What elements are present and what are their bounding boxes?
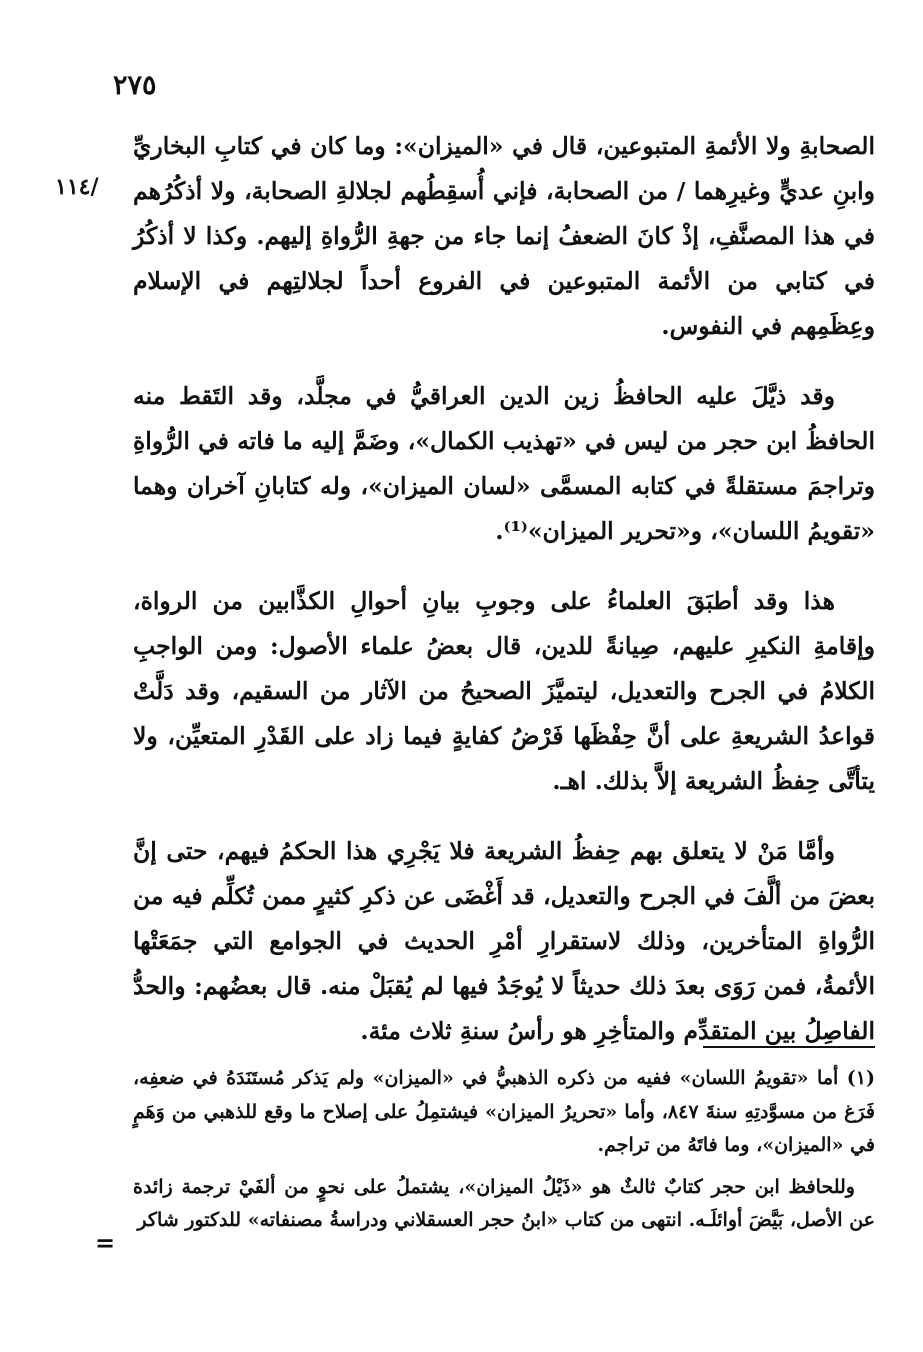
footnote-divider xyxy=(703,1046,875,1048)
footnote: (١) أما «تقويمُ اللسان» ففيه من ذكره الذهبيُّ في «الميزان» ولم يَذكر مُستَنَدَهُ في ضعفِه، فَرَغ من مسوَّدتِهِ سنةَ ٨٤٧، وأما «تحريرُ الميزان» فيشتمِلُ على إصلاح ما وقع للذهبي من وَهَمٍ في «الميزان»، وما فاتَهُ من تراجم. xyxy=(133,1067,875,1156)
paragraph: وقد ذيَّلَ عليه الحافظُ زين الدين العراقيُّ في مجلَّد، وقد التَقط منه الحافظُ ابن حجر من ليس في «تهذيب الكمال»، وضَمَّ إليه ما فاته في الرُّواةِ وتراجمَ مستقلةً في كتابه المسمَّى «لسان الميزان»، وله كتابانِ آخران وهما «تقويمُ اللسان»، و«تحرير الميزان»⁽¹⁾. xyxy=(133,382,875,545)
page-number: ٢٧٥ xyxy=(113,70,157,101)
footnotes xyxy=(133,1062,875,1238)
main-text xyxy=(133,124,875,1054)
continuation-mark: = xyxy=(95,1228,116,1257)
paragraph: وأمَّا مَنْ لا يتعلق بهم حِفظُ الشريعة فلا يَجْرِي هذا الحكمُ فيهم، حتى إنَّ بعضَ من ألَّفَ في الجرح والتعديل، قد أَغْضَى عن ذكرِ كثيرٍ ممن تُكلِّم فيه من الرُّواةِ المتأخرين، وذلك لاستقرارِ أمْرِ الحديث في الجوامع التي جمَعَتْها الأئمةُ، فمن رَوَى بعدَ ذلك حديثاً لا يُوجَدُ فيها لم يُقبَلْ منه. قال بعضُهم: والحدُّ الفاصِلُ بين المتقدِّم والمتأخِرِ هو رأسُ سنةِ ثلاث مئة. xyxy=(133,837,875,1045)
paragraph: هذا وقد أطبَقَ العلماءُ على وجوبِ بيانِ أحوالِ الكذَّابين من الرواة، وإقامةِ النكيرِ عليهم، صِيانةً للدين، قال بعضُ علماء الأصول: ومن الواجبِ الكلامُ في الجرح والتعديل، ليتميَّزَ الصحيحُ من الآثار من السقيم، وقد دَلَّتْ قواعدُ الشريعةِ على أنَّ حِفْظَها فَرْضُ كفايةٍ فيما زاد على القَدْرِ المتعيِّن، ولا يتأتَّى حِفظُ الشريعة إلاَّ بذلك. اهـ. xyxy=(133,587,875,795)
margin-page-reference: /١١٤ xyxy=(55,174,99,200)
footnote: وللحافظ ابن حجر كتابٌ ثالثٌ هو «ذَيْلُ الميزان»، يشتملُ على نحوٍ من ألفَيْ ترجمة زائدة عن الأصل، بَيَّضَ أوائلَـه. انتهى من كتاب «ابنُ حجر العسقلاني ودراسةُ مصنفاته» للدكتور شاكر xyxy=(133,1175,875,1231)
paragraph: الصحابةِ ولا الأئمةِ المتبوعين، قال في «الميزان»: وما كان في كتابِ البخاريِّ وابنِ عديٍّ وغيرِهما / من الصحابة، فإني أُسقِطُهم لجلالةِ الصحابة، ولا أذكُرُهم في هذا المصنَّفِ، إذْ كانَ الضعفُ إنما جاء من جهةِ الرُّواةِ إليهم. وكذا لا أذكُرُ في كتابي من الأئمة المتبوعين في الفروع أحداً لجلالتِهم في الإسلام وعِظَمِهم في النفوس. xyxy=(133,132,875,340)
